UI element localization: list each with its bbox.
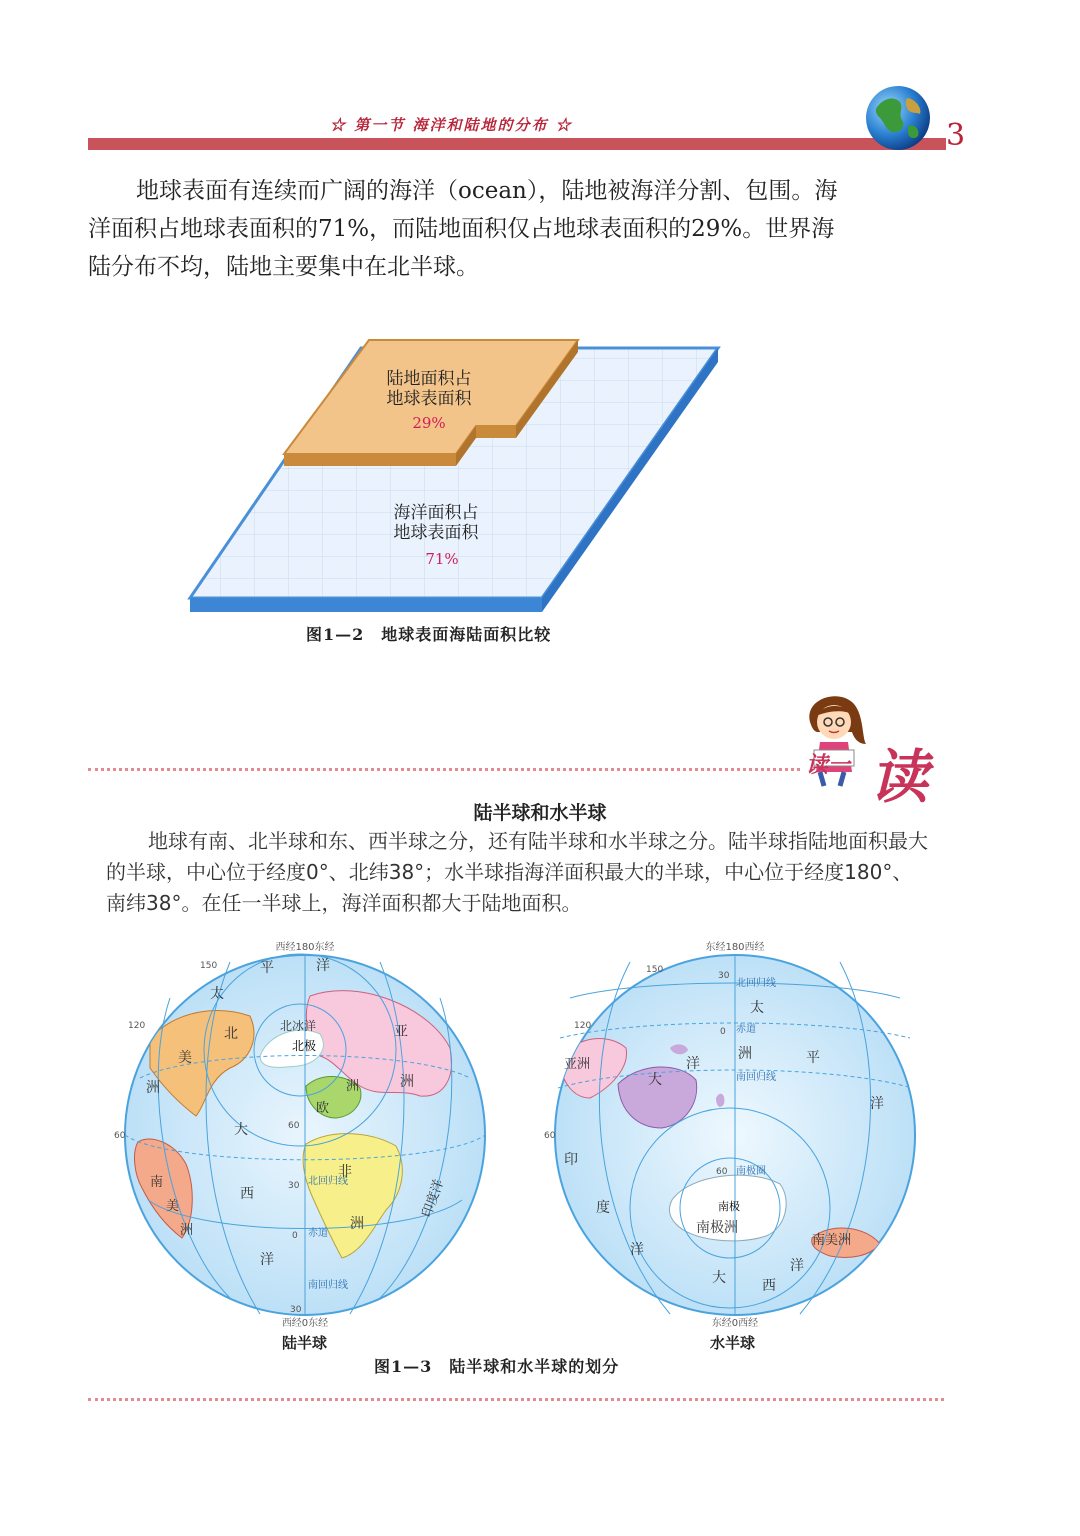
lh-europe2: 洲: [346, 1079, 360, 1094]
lh-tropic-capricorn: 南回归线: [308, 1280, 348, 1291]
figure-1-2-caption: 图1—2 地球表面海陆面积比较: [306, 625, 552, 644]
wh-pacific1: 太: [750, 1000, 764, 1016]
lh-na1: 北: [224, 1026, 238, 1042]
wh-south-america: 南美洲: [812, 1233, 852, 1248]
lh-lat60: 60: [288, 1121, 300, 1131]
lh-lon60: 60: [114, 1131, 126, 1141]
lh-lon150: 150: [200, 961, 218, 971]
reading-mark-big: 读: [870, 743, 929, 811]
page-number: 3: [946, 118, 966, 153]
wh-lat60: 60: [716, 1167, 728, 1177]
lh-top-lon: 西经180东经: [275, 942, 335, 953]
land-hemisphere-map: [110, 938, 500, 1328]
wh-equator: 赤道: [736, 1024, 756, 1035]
lh-pacific1: 太: [210, 986, 224, 1002]
lh-atlantic2: 西: [240, 1186, 254, 1202]
wh-lon60: 60: [544, 1131, 556, 1141]
wh-lat30: 30: [718, 971, 730, 981]
wh-bottom-lon: 东经0西经: [711, 1318, 759, 1328]
wh-antarctic-circle: 南极圈: [736, 1166, 766, 1177]
wh-atlantic2: 西: [762, 1278, 776, 1294]
wh-pacific2: 平: [806, 1050, 820, 1066]
wh-oceania2: 大: [648, 1072, 662, 1088]
wh-indian2: 度: [596, 1200, 610, 1216]
lh-north-pole: 北极: [292, 1039, 317, 1053]
lh-arctic: 北冰洋: [280, 1019, 317, 1033]
wh-indian1: 印: [564, 1152, 578, 1168]
ocean-slab-front: [190, 598, 542, 612]
lh-tropic-cancer: 北回归线: [308, 1176, 348, 1187]
lh-asia2: 洲: [400, 1074, 414, 1090]
wh-lon120: 120: [574, 1021, 592, 1031]
reading-top-border: [88, 768, 800, 771]
lh-equator: 赤道: [308, 1228, 328, 1239]
wh-antarctica: 南极洲: [696, 1220, 738, 1236]
lh-lat0: 0: [292, 1231, 298, 1241]
wh-south-pole: 南极: [718, 1200, 740, 1213]
land-slab-front: [284, 454, 456, 466]
wh-pacific3: 洋: [870, 1096, 884, 1112]
lh-africa1: 非: [338, 1164, 352, 1180]
lh-lon120: 120: [128, 1021, 146, 1031]
land-hemisphere-caption: 陆半球: [282, 1334, 328, 1352]
ocean-percent: 71%: [425, 550, 459, 568]
lh-europe1: 欧: [316, 1101, 330, 1116]
reading-title: 陆半球和水半球: [473, 802, 607, 824]
land-label-line2: 地球表面积: [386, 389, 472, 409]
wh-indian3: 洋: [630, 1242, 644, 1258]
wh-oceania3: 洋: [686, 1056, 700, 1072]
lh-na3: 洲: [146, 1080, 160, 1096]
reading-bottom-border: [88, 1398, 944, 1401]
wh-tropic-cancer: 北回归线: [736, 978, 776, 989]
wh-tropic-capricorn: 南回归线: [736, 1072, 776, 1083]
lh-atlantic1: 大: [234, 1122, 248, 1138]
wh-lat0: 0: [720, 1027, 726, 1037]
lh-asia1: 亚: [394, 1024, 408, 1040]
water-hemisphere-caption: 水半球: [710, 1334, 756, 1352]
ocean-label-line2: 地球表面积: [393, 523, 479, 543]
intro-paragraph: 地球表面有连续而广阔的海洋（ocean），陆地被海洋分割、包围。海洋面积占地球表面积的71%，而陆地面积仅占地球表面积的29%。世界海陆分布不均，陆地主要集中在北半球。: [88, 178, 838, 280]
area-comparison-diagram: [186, 336, 726, 616]
lh-indian: 印度洋: [419, 1177, 448, 1220]
land-percent: 29%: [412, 414, 446, 432]
land-label-line1: 陆地面积占: [386, 369, 472, 389]
reading-paragraph: 地球有南、北半球和东、西半球之分，还有陆半球和水半球之分。陆半球指陆地面积最大的半球，中心位于经度0°、北纬38°；水半球指海洋面积最大的半球，中心位于经度180°、南纬38°。在任一半球上，海洋面积都大于陆地面积。: [106, 829, 928, 915]
water-hemisphere-map: [540, 938, 930, 1328]
figure-1-3-caption: 图1—3 陆半球和水半球的划分: [374, 1357, 620, 1376]
lh-lon30: 30: [290, 1305, 302, 1315]
lh-sa3: 洲: [180, 1223, 194, 1238]
wh-atlantic3: 洋: [790, 1258, 804, 1274]
ocean-label-line1: 海洋面积占: [393, 503, 479, 523]
header-bar: [88, 138, 946, 150]
lh-pacific3: 洋: [316, 958, 330, 974]
lh-na2: 美: [178, 1050, 192, 1066]
reading-mark-small: 读一: [806, 752, 851, 778]
lh-bottom-lon: 西经0东经: [281, 1318, 329, 1328]
lh-lat30: 30: [288, 1181, 300, 1191]
lh-pacific2: 平: [260, 960, 274, 976]
lh-africa2: 洲: [350, 1216, 364, 1232]
wh-lon150: 150: [646, 965, 664, 975]
lh-sa1: 南: [150, 1175, 164, 1190]
globe-icon: [864, 84, 932, 152]
wh-oceania1: 洲: [738, 1046, 752, 1062]
chapter-title: ☆ 第一节 海洋和陆地的分布 ☆: [330, 116, 573, 134]
wh-atlantic1: 大: [712, 1270, 726, 1286]
wh-top-lon: 东经180西经: [705, 942, 765, 953]
wh-asia: 亚洲: [564, 1057, 591, 1072]
lh-atlantic3: 洋: [260, 1252, 274, 1268]
lh-sa2: 美: [166, 1199, 180, 1214]
